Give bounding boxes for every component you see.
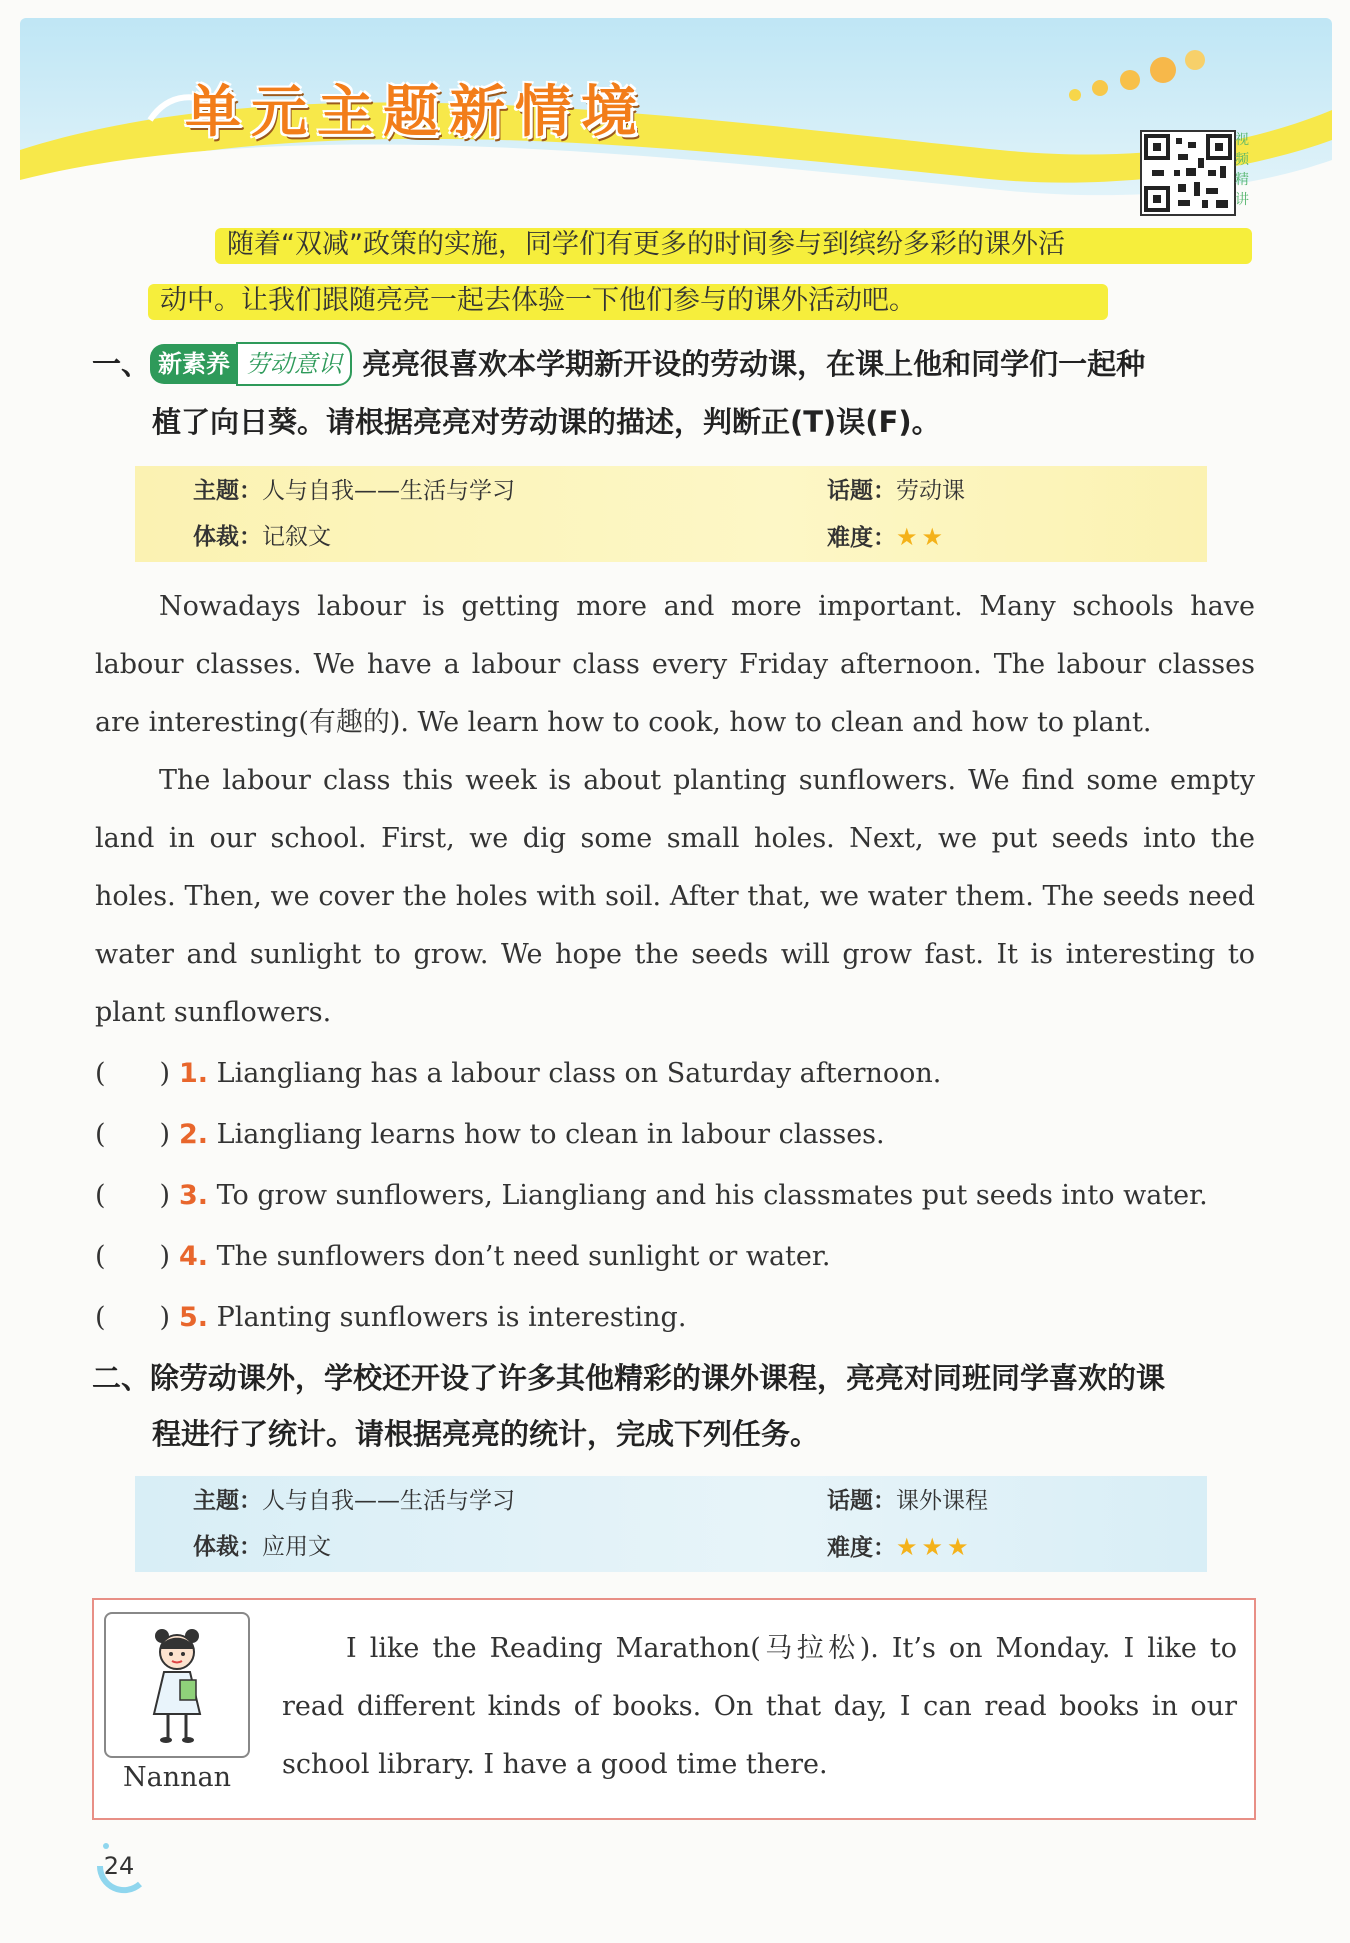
- section1-prompt-line2: 植了向日葵。请根据亮亮对劳动课的描述，判断正(T)误(F)。: [152, 405, 941, 439]
- section2-genre: 体裁：应用文: [193, 1534, 331, 1560]
- difficulty-star-icon: ★★★: [896, 1533, 973, 1561]
- student-quote-text: I like the Reading Marathon(马拉松). It’s on Monday. I like to read different kinds of books. On that day, I can read books in our school library. I have a good time there.: [282, 1633, 1237, 1780]
- true-false-question: ( ) 3. To grow sunflowers, Liangliang and his classmates put seeds into water.: [95, 1176, 1265, 1216]
- section2-heading: [92, 1358, 1267, 1398]
- true-false-question: ( ) 4. The sunflowers don’t need sunlight or water.: [95, 1237, 1265, 1277]
- section1-difficulty: 难度：★★: [827, 523, 948, 551]
- answer-blank[interactable]: ( ): [95, 1119, 171, 1150]
- section2-topic: 话题：课外课程: [827, 1488, 988, 1514]
- section1-genre: 体裁：记叙文: [193, 524, 331, 550]
- answer-blank[interactable]: ( ): [95, 1302, 171, 1333]
- answer-blank[interactable]: ( ): [95, 1241, 171, 1272]
- girl-avatar-icon: [104, 1612, 250, 1758]
- section1-theme: 主题：人与自我——生活与学习: [193, 478, 515, 504]
- passage-paragraph-1: Nowadays labour is getting more and more important. Many schools have labour classes. We have a labour class every Friday afternoon. The labour classes are interesting(有趣的). We learn how to cook, how to clean and how to plant.: [95, 591, 1255, 738]
- page-number: 24: [103, 1852, 135, 1880]
- qr-video-label: 视频精讲: [1235, 132, 1249, 208]
- new-literacy-badge: 新素养: [150, 344, 236, 384]
- section1-heading: [92, 342, 1262, 386]
- section2-info-box: [135, 1476, 1207, 1572]
- passage-paragraph-2: The labour class this week is about planting sunflowers. We find some empty land in our school. First, we dig some small holes. Next, we put seeds into the holes. Then, we cover the holes with soil. After that, we water them. The seeds need water and sunlight to grow. We hope the seeds will grow fast. It is interesting to plant sunflowers.: [95, 765, 1255, 1028]
- intro-line-1: 随着“双减”政策的实施，同学们有更多的时间参与到缤纷多彩的课外活: [227, 229, 1065, 260]
- section2-number: 二、: [92, 1361, 151, 1395]
- section1-info-box: [135, 466, 1207, 562]
- difficulty-star-icon: ★★: [896, 523, 948, 551]
- labour-awareness-badge: 劳动意识: [236, 342, 352, 386]
- true-false-question: ( ) 5. Planting sunflowers is interesting.: [95, 1298, 1265, 1338]
- section1-prompt-line1: 亮亮很喜欢本学期新开设的劳动课，在课上他和同学们一起种: [362, 347, 1146, 381]
- true-false-question: ( ) 2. Liangliang learns how to clean in labour classes.: [95, 1115, 1265, 1155]
- section2-prompt-line1: 除劳动课外，学校还开设了许多其他精彩的课外课程，亮亮对同班同学喜欢的课: [150, 1361, 1166, 1395]
- section2-prompt-line2: 程进行了统计。请根据亮亮的统计，完成下列任务。: [152, 1417, 820, 1451]
- section2-difficulty: 难度：★★★: [827, 1533, 973, 1561]
- true-false-question: ( ) 1. Liangliang has a labour class on Saturday afternoon.: [95, 1054, 1265, 1094]
- student-name: Nannan: [123, 1762, 231, 1793]
- section1-topic: 话题：劳动课: [827, 478, 965, 504]
- section2-theme: 主题：人与自我——生活与学习: [193, 1488, 515, 1514]
- answer-blank[interactable]: ( ): [95, 1058, 171, 1089]
- section1-number: 一、: [92, 347, 151, 381]
- qr-code-icon[interactable]: [1140, 130, 1236, 216]
- answer-blank[interactable]: ( ): [95, 1180, 171, 1211]
- reading-passage: [95, 578, 1255, 1042]
- intro-line-2: 动中。让我们跟随亮亮一起去体验一下他们参与的课外活动吧。: [160, 285, 916, 316]
- page-title: 单元主题新情境: [185, 80, 647, 145]
